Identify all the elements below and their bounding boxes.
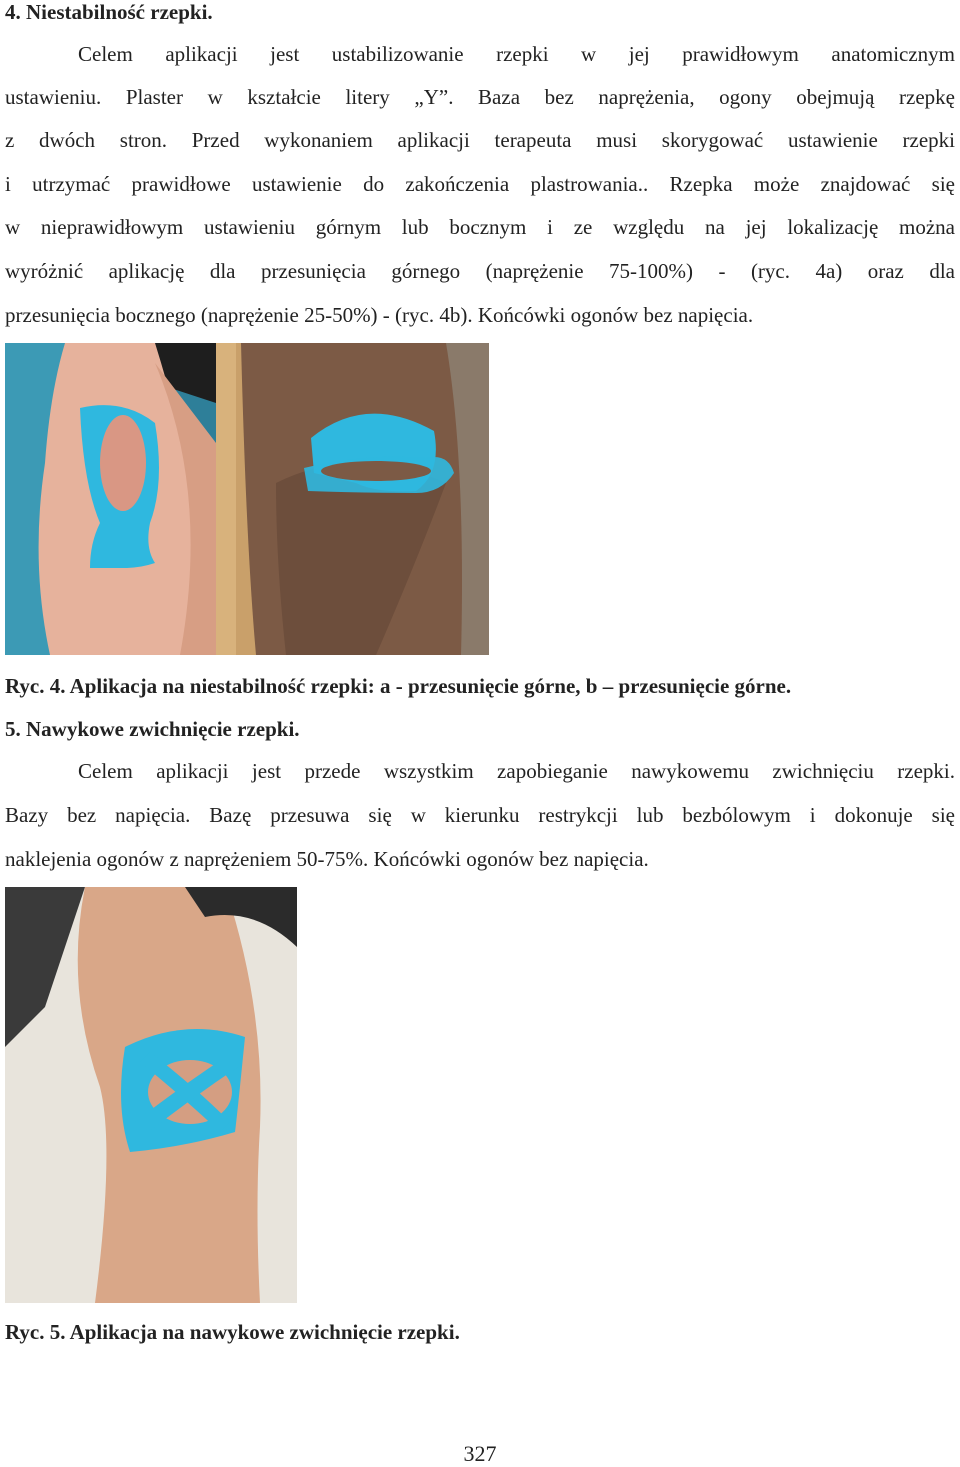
paragraph-line: przesunięcia bocznego (naprężenie 25-50%) - (ryc. 4b). Końcówki ogonów bez napięcia. [5,303,754,327]
section-5-heading: 5. Nawykowe zwichnięcie rzepki. [5,717,300,741]
figure-5-knee-photo [5,887,297,1303]
page-number: 327 [463,1441,497,1466]
figure-4-caption: Ryc. 4. Aplikacja na niestabilność rzepki: a - przesunięcie górne, b – przesunięcie górne. [5,674,792,698]
paragraph-line: z dwóch stron. Przed wykonaniem aplikacji terapeuta musi skorygować ustawienie rzepki [5,128,955,152]
figure-4a-knee-photo [5,343,216,655]
paragraph-line: wyróżnić aplikację dla przesunięcia górnego (naprężenie 75-100%) - (ryc. 4a) oraz dla [5,259,955,283]
paragraph-line: Celem aplikacji jest ustabilizowanie rzepki w jej prawidłowym anatomicznym [78,42,955,66]
section-4-heading: 4. Niestabilność rzepki. [5,0,213,24]
paragraph-line: Celem aplikacji jest przede wszystkim zapobieganie nawykowemu zwichnięciu rzepki. [78,759,955,783]
paragraph-line: i utrzymać prawidłowe ustawienie do zakończenia plastrowania.. Rzepka może znajdować się [5,172,955,196]
figure-5-caption: Ryc. 5. Aplikacja na nawykowe zwichnięcie rzepki. [5,1320,460,1344]
paragraph-line: naklejenia ogonów z naprężeniem 50-75%. Końcówki ogonów bez napięcia. [5,847,649,871]
paragraph-line: w nieprawidłowym ustawieniu górnym lub bocznym i ze względu na jej lokalizację można [5,215,955,239]
paragraph-line: ustawieniu. Plaster w kształcie litery „Y”. Baza bez naprężenia, ogony obejmują rzepkę [5,85,955,109]
paragraph-line: Bazy bez napięcia. Bazę przesuwa się w kierunku restrykcji lub bezbólowym i dokonuje się [5,803,955,827]
figure-4b-knee-photo [216,343,489,655]
